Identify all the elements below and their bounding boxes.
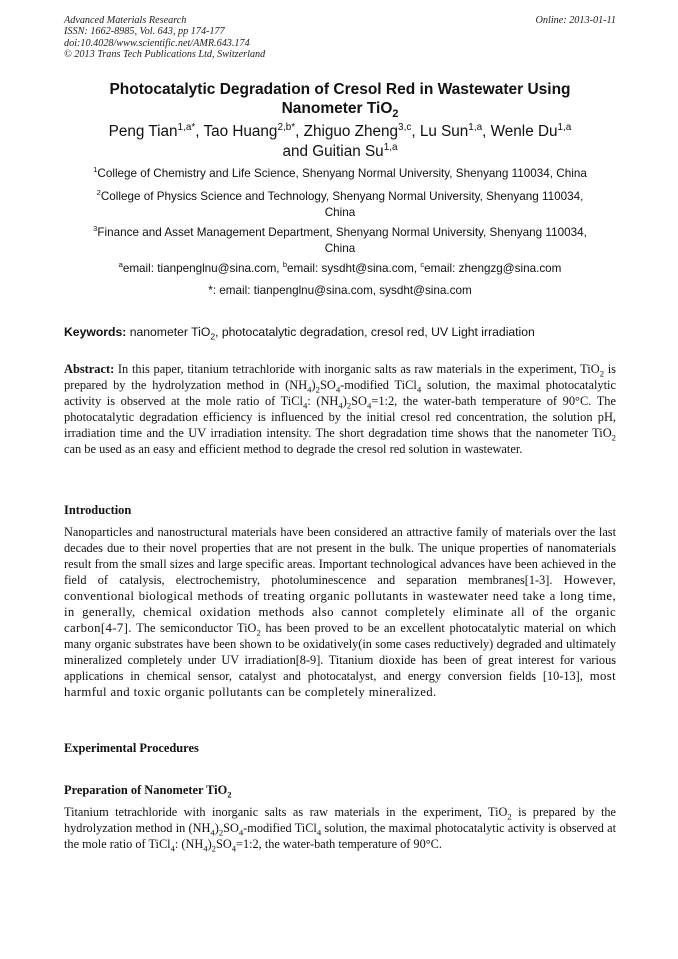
keywords: Keywords: nanometer TiO$_2$, photocatalytic degradation, cresol red, UV Light irradiation [64,325,535,342]
copyright: © 2013 Trans Tech Publications Ltd, Switzerland [64,49,266,61]
author: Guitian Su [312,143,384,160]
section-heading-introduction: Introduction [64,503,132,517]
keywords-label: Keywords: [64,325,127,339]
issn: ISSN: 1662-8985, Vol. 643, pp 174-177 [64,26,225,38]
online-date: Online: 2013-01-11 [535,15,616,26]
author-list [64,122,616,162]
affiliation-1: $^1$College of Chemistry and Life Science, Shenyang Normal University, Shenyang 110034, China [93,165,587,180]
paper-title [64,80,616,121]
email-link[interactable]: email: tianpenglnu@sina.com, [122,262,283,275]
email-line: $^a$email: tianpenglnu@sina.com, $^b$email: sysdht@sina.com, $^c$email: zhengzg@sina.com [118,260,562,275]
introduction-paragraph: Nanoparticles and nanostructural materials have been considered an attractive family of materials over the last decades due to their novel properties that are not present in the bulk. The unique properties of nanomaterials result from the small sizes and large specific areas. Important technological advances have been achieved in the field of catalysis, electrochemistry, photoluminescence and separation membranes[1-3]. However, conventional biological methods of treating organic pollutants in wastewater need take a long time, in generally, chemical oxidation methods also cannot completely eliminate all of the organic carbon[4-7]. The semiconductor TiO$_2$ has been proved to be an excellent photocatalytic material on which many organic substrates have been shown to be oxidatively(in some cases reductively) degraded and ultimately mineralized completely under UV irradiation[8-9]. Titanium dioxide has been of great interest for various applications in chemical sensor, catalyst and photocatalyst, and energy conversion fields [10-13], most harmful and toxic organic pollutants can be completely mineralized. [64,525,616,700]
doi: doi:10.4028/www.scientific.net/AMR.643.174 [64,37,250,49]
email-link[interactable]: email: sysdht@sina.com, [287,262,421,275]
author: Lu Sun [419,123,469,140]
email-link[interactable]: email: zhengzg@sina.com [424,262,562,275]
title-line-1: Photocatalytic Degradation of Cresol Red in Wastewater Using [109,81,571,98]
section-heading-experimental: Experimental Procedures [64,741,199,755]
abstract: Abstract: In this paper, titanium tetrachloride with inorganic salts as raw materials in the experiment, TiO$_2$ is prepared by the hydrolyzation method in $(NH_4)_2SO_4$-modified TiCl$_4$ solution, the maximal photocatalytic activity is observed at the mole ratio of TiCl$_4$: $(NH_4)_2SO_4=1:2$, the water-bath temperature of 90°C. The photocatalytic degradation efficiency is influenced by the initial cresol red concentration, the solution pH, irradiation time and the UV irradiation intensity. The short degradation time shows that the nanometer TiO$_2$ can be used as an easy and efficient method to degrade the cresol red solution in wastewater. [64,362,616,456]
preparation-paragraph: Titanium tetrachloride with inorganic salts as raw materials in the experiment, TiO$_2$ is prepared by the hydrolyzation method in $(NH_4)_2SO_4$-modified TiCl$_4$ solution, the maximal photocatalytic activity is observed at the mole ratio of TiCl$_4$: $(NH_4)_2SO_4=1:2$, the water-bath temperature of 90°C. [64,805,616,854]
authors-line-1: Peng Tian$^{1,a*}$, Tao Huang$^{2,b*}$, Zhiguo Zheng$^{3,c}$, Lu Sun$^{1,a}$, Wenle Du$^{1,a}$ [108,121,572,140]
affiliation-3: $^3$Finance and Asset Management Department, Shenyang Normal University, Shenyang 110034, China [93,224,587,255]
subsection-heading-preparation: Preparation of Nanometer TiO$_2$ [64,783,232,800]
abstract-label: Abstract: [64,362,115,376]
author: Zhiguo Zheng [303,123,399,140]
title-line-2: Nanometer TiO$_2$ [281,100,399,121]
authors-line-2: and Guitian Su$^{1,a}$ [282,141,398,160]
author: Wenle Du [490,123,558,140]
author: Tao Huang [203,123,278,140]
corresponding-email[interactable]: *: email: tianpenglnu@sina.com, sysdht@sina.com [208,284,472,297]
author: Peng Tian [108,123,178,140]
journal-name: Advanced Materials Research [64,15,187,26]
journal-header [64,15,616,61]
affiliation-2: $^2$College of Physics Science and Technology, Shenyang Normal University, Shenyang 110034, China [96,188,584,219]
